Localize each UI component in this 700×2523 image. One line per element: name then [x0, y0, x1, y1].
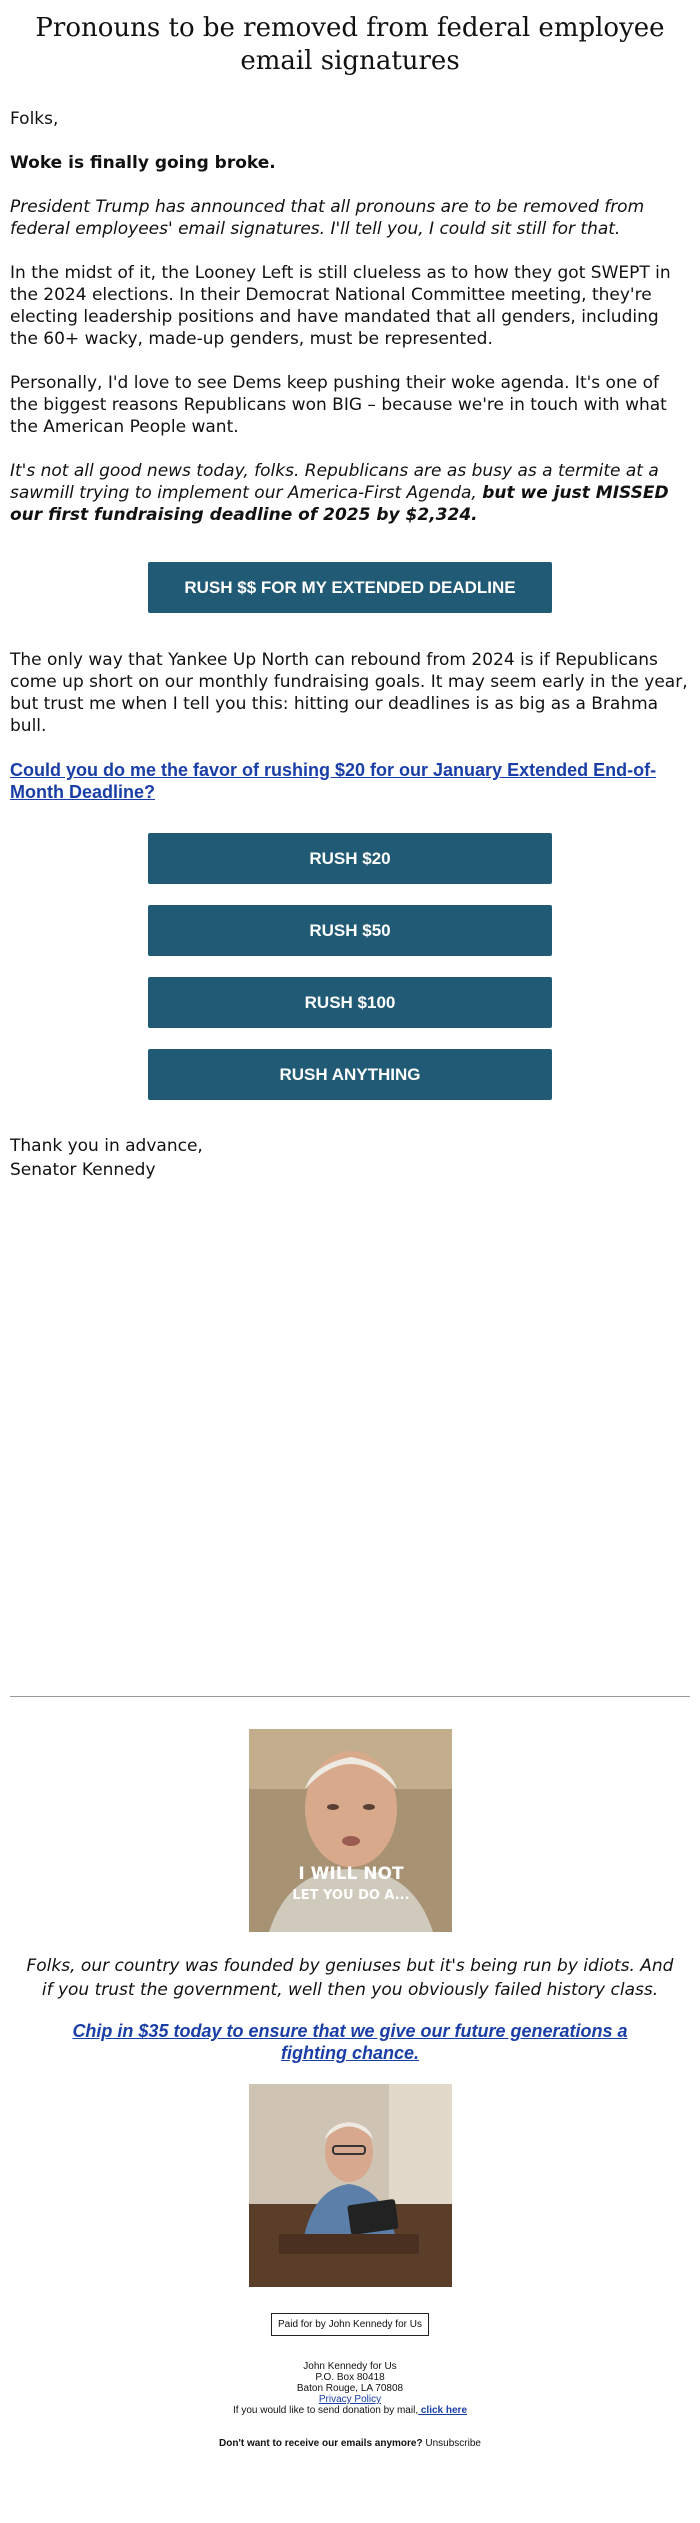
- senator-portrait-image: [249, 1729, 452, 1932]
- personally-paragraph: Personally, I'd love to see Dems keep pushing their woke agenda. It's one of the biggest reasons Republicans won BIG – because we're in touch with what the American People want.: [10, 373, 667, 437]
- history-quote: Folks, our country was founded by geniuses but it's being run by idiots. And if you trust the government, well then you obviously failed history class.: [26, 1956, 674, 2000]
- footer-divider: [10, 1696, 690, 1697]
- senator-tablet-image: [249, 2084, 452, 2287]
- rush-20-button[interactable]: RUSH $20: [148, 833, 552, 884]
- signature-thanks: Thank you in advance,: [10, 1136, 203, 1156]
- address-line3: Baton Rouge, LA 70808: [296, 2383, 404, 2394]
- trump-paragraph: President Trump has announced that all pronouns are to be removed from federal employees' email signatures. I'll tell you, I could sit still for that.: [10, 197, 645, 239]
- rush-extended-deadline-button[interactable]: RUSH $$ FOR MY EXTENDED DEADLINE: [148, 562, 552, 613]
- donation-buttons: [10, 833, 690, 1100]
- rush-50-button[interactable]: RUSH $50: [148, 905, 552, 956]
- photo-caption-line2: LET YOU DO A...: [291, 1888, 410, 1903]
- click-here-link[interactable]: click here: [418, 2405, 468, 2416]
- woke-paragraph: Woke is finally going broke.: [10, 153, 276, 173]
- main-cta-row: [10, 562, 690, 613]
- paid-for-box: Paid for by John Kennedy for Us: [271, 2313, 429, 2336]
- yankee-paragraph: The only way that Yankee Up North can rebound from 2024 is if Republicans come up short on our monthly fundraising goals. It may seem early in the year, but trust me when I tell you this: hitting our deadlines is as big as a Brahma bull.: [10, 650, 688, 736]
- news-text: It's not all good news today, folks. Republicans are as busy as a termite at a sawmill trying to implement our America-First Agenda,: [10, 461, 659, 503]
- unsubscribe-line: [10, 2438, 690, 2449]
- footer-address: [10, 2361, 690, 2416]
- midst-paragraph: In the midst of it, the Looney Left is still clueless as to how they got SWEPT in the 2024 elections. In their Democrat National Committee meeting, they're electing leadership positions and have mandated that all genders, including the 60+ wacky, made-up genders, must be represented.: [10, 263, 671, 349]
- signature-name: Senator Kennedy: [10, 1160, 156, 1180]
- favor-link[interactable]: Could you do me the favor of rushing $20 for our January Extended End-of-Month Deadline?: [10, 760, 657, 802]
- senator-photo: [249, 1729, 452, 1932]
- news-deadline-text: but we just MISSED our first fundraising deadline of 2025 by $2,324: [10, 483, 669, 525]
- blank-spacer: [10, 1182, 690, 1696]
- chip-in-link[interactable]: Chip in $35 today to ensure that we give our future generations a fighting chance.: [72, 2021, 628, 2063]
- rush-100-button[interactable]: RUSH $100: [148, 977, 552, 1028]
- email-title: Pronouns to be removed from federal employee email signatures: [35, 13, 665, 76]
- news-end: .: [471, 505, 478, 525]
- greeting: Folks,: [10, 109, 59, 129]
- address-line2: P.O. Box 80418: [315, 2372, 385, 2383]
- paid-for-row: [10, 2313, 690, 2336]
- photo-caption-line1: I WILL NOT: [297, 1864, 404, 1884]
- unsubscribe-question: Don't want to receive our emails anymore?: [219, 2438, 423, 2449]
- news-paragraph: [10, 460, 690, 526]
- unsubscribe-link[interactable]: Unsubscribe: [425, 2438, 481, 2449]
- mail-donation-text: If you would like to send donation by mail,: [232, 2405, 419, 2416]
- address-line1: John Kennedy for Us: [303, 2361, 397, 2372]
- rush-anything-button[interactable]: RUSH ANYTHING: [148, 1049, 552, 1100]
- signature: [10, 1134, 690, 1182]
- mail-donation-line: [10, 2405, 690, 2416]
- senator-tablet-photo: [249, 2084, 452, 2287]
- privacy-policy-link[interactable]: Privacy Policy: [318, 2394, 382, 2405]
